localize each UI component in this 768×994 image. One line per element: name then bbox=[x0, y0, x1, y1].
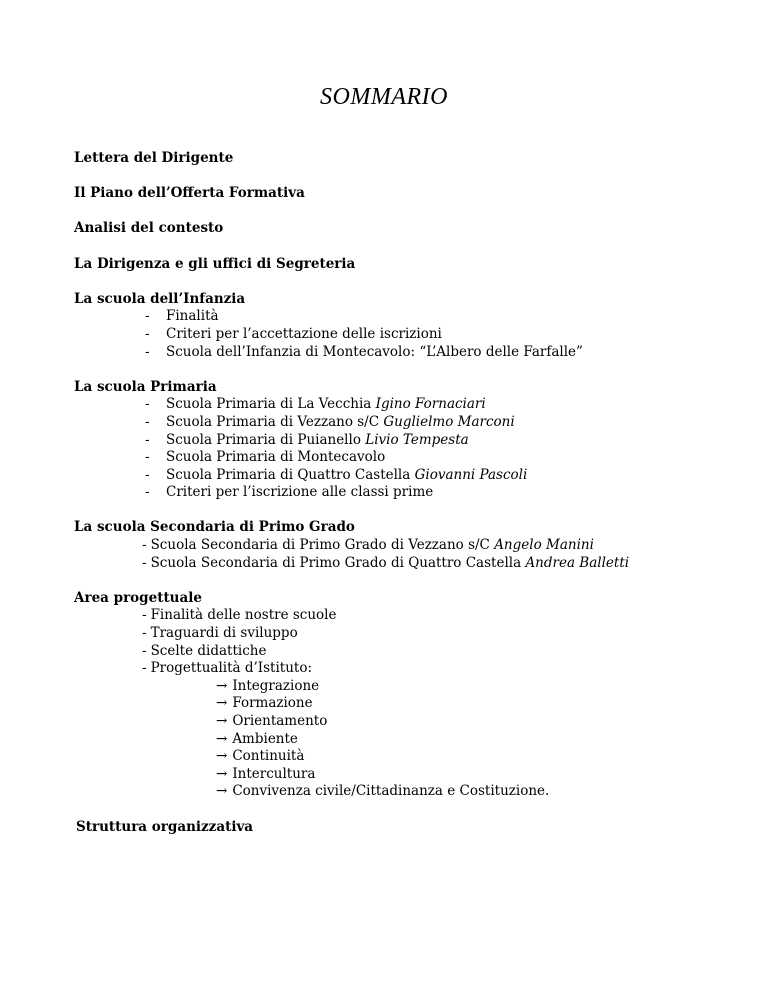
dash-bullet: - bbox=[145, 325, 150, 342]
document-title: SOMMARIO bbox=[320, 84, 448, 110]
school-namesake: Guglielmo Marconi bbox=[383, 413, 515, 430]
section-heading: La scuola dell’Infanzia bbox=[74, 290, 246, 307]
list-item: - Scuola Secondaria di Primo Grado di Vezzano s/C Angelo Manini bbox=[142, 537, 594, 554]
dash-bullet: - bbox=[142, 607, 147, 624]
section-lettera bbox=[74, 150, 734, 168]
list-item: - Finalità delle nostre scuole bbox=[142, 607, 337, 624]
school-namesake: Livio Tempesta bbox=[365, 431, 469, 448]
section-heading: La scuola Secondaria di Primo Grado bbox=[74, 519, 355, 536]
arrow-right-icon: → bbox=[216, 695, 228, 712]
dash-bullet: - bbox=[145, 466, 150, 483]
progettualita-sublist bbox=[74, 678, 734, 801]
list-item: - Criteri per l’iscrizione alle classi prime bbox=[145, 484, 434, 501]
arrow-right-icon: → bbox=[216, 748, 228, 765]
list-item: - Scuola dell’Infanzia di Montecavolo: “L’Albero delle Farfalle” bbox=[145, 343, 583, 360]
sub-list-item: → Convivenza civile/Cittadinanza e Costituzione. bbox=[216, 783, 550, 800]
dash-bullet: - bbox=[145, 431, 150, 448]
sub-list-item: → Formazione bbox=[216, 695, 313, 712]
sub-list-item: → Intercultura bbox=[216, 765, 316, 782]
dash-bullet: - bbox=[142, 660, 147, 677]
list-item: - Traguardi di sviluppo bbox=[142, 625, 298, 642]
list-item: - Scuola Primaria di La Vecchia Igino Fornaciari bbox=[145, 396, 486, 413]
dash-bullet: - bbox=[142, 554, 147, 571]
dash-bullet: - bbox=[142, 537, 147, 554]
secondaria-list bbox=[74, 537, 734, 572]
section-heading: La Dirigenza e gli uffici di Segreteria bbox=[74, 255, 356, 272]
arrow-right-icon: → bbox=[216, 713, 228, 729]
school-namesake: Giovanni Pascoli bbox=[414, 466, 528, 483]
section-heading: Area progettuale bbox=[74, 589, 202, 606]
sub-list-item: → Orientamento bbox=[216, 713, 328, 729]
section-struttura bbox=[76, 819, 734, 837]
dash-bullet: - bbox=[145, 449, 150, 466]
list-item: - Progettualità d’Istituto: bbox=[142, 660, 313, 677]
arrow-right-icon: → bbox=[216, 783, 228, 800]
arrow-right-icon: → bbox=[216, 677, 228, 694]
infanzia-list bbox=[74, 308, 734, 361]
arrow-right-icon: → bbox=[216, 765, 228, 782]
section-heading: La scuola Primaria bbox=[74, 378, 217, 395]
dash-bullet: - bbox=[145, 343, 150, 360]
school-namesake: Igino Fornaciari bbox=[375, 396, 486, 413]
primaria-list bbox=[74, 396, 734, 502]
dash-bullet: - bbox=[145, 308, 150, 325]
list-item: - Scuola Primaria di Puianello Livio Tempesta bbox=[145, 431, 469, 448]
school-namesake: Angelo Manini bbox=[494, 537, 594, 554]
dash-bullet: - bbox=[145, 413, 150, 430]
list-item: - Scelte didattiche bbox=[142, 642, 267, 659]
section-primaria bbox=[74, 379, 734, 502]
dash-bullet: - bbox=[145, 396, 150, 413]
list-item: - Scuola Primaria di Vezzano s/C Guglielmo Marconi bbox=[145, 413, 515, 430]
section-dirigenza bbox=[74, 256, 734, 274]
list-item: - Scuola Primaria di Quattro Castella Giovanni Pascoli bbox=[145, 466, 528, 483]
dash-bullet: - bbox=[142, 642, 147, 659]
dash-bullet: - bbox=[145, 484, 150, 501]
table-of-contents bbox=[74, 150, 734, 854]
section-heading: Analisi del contesto bbox=[74, 220, 224, 237]
section-secondaria bbox=[74, 519, 734, 572]
dash-bullet: - bbox=[142, 625, 147, 642]
sub-list-item: → Continuità bbox=[216, 748, 305, 765]
section-infanzia bbox=[74, 291, 734, 361]
list-item: - Scuola Secondaria di Primo Grado di Quattro Castella Andrea Balletti bbox=[142, 554, 630, 571]
section-progettuale bbox=[74, 590, 734, 801]
section-heading: Struttura organizzativa bbox=[76, 818, 254, 835]
list-item: - Finalità bbox=[145, 308, 219, 325]
sub-list-item: → Integrazione bbox=[216, 677, 320, 694]
list-item: - Scuola Primaria di Montecavolo bbox=[145, 449, 386, 466]
section-heading: Lettera del Dirigente bbox=[74, 150, 234, 166]
section-piano bbox=[74, 185, 734, 203]
section-analisi bbox=[74, 220, 734, 238]
arrow-right-icon: → bbox=[216, 730, 228, 747]
sub-list-item: → Ambiente bbox=[216, 730, 298, 747]
school-namesake: Andrea Balletti bbox=[525, 554, 630, 571]
section-heading: Il Piano dell’Offerta Formativa bbox=[74, 185, 305, 202]
list-item: - Criteri per l’accettazione delle iscrizioni bbox=[145, 325, 442, 342]
progettuale-list bbox=[74, 607, 734, 677]
